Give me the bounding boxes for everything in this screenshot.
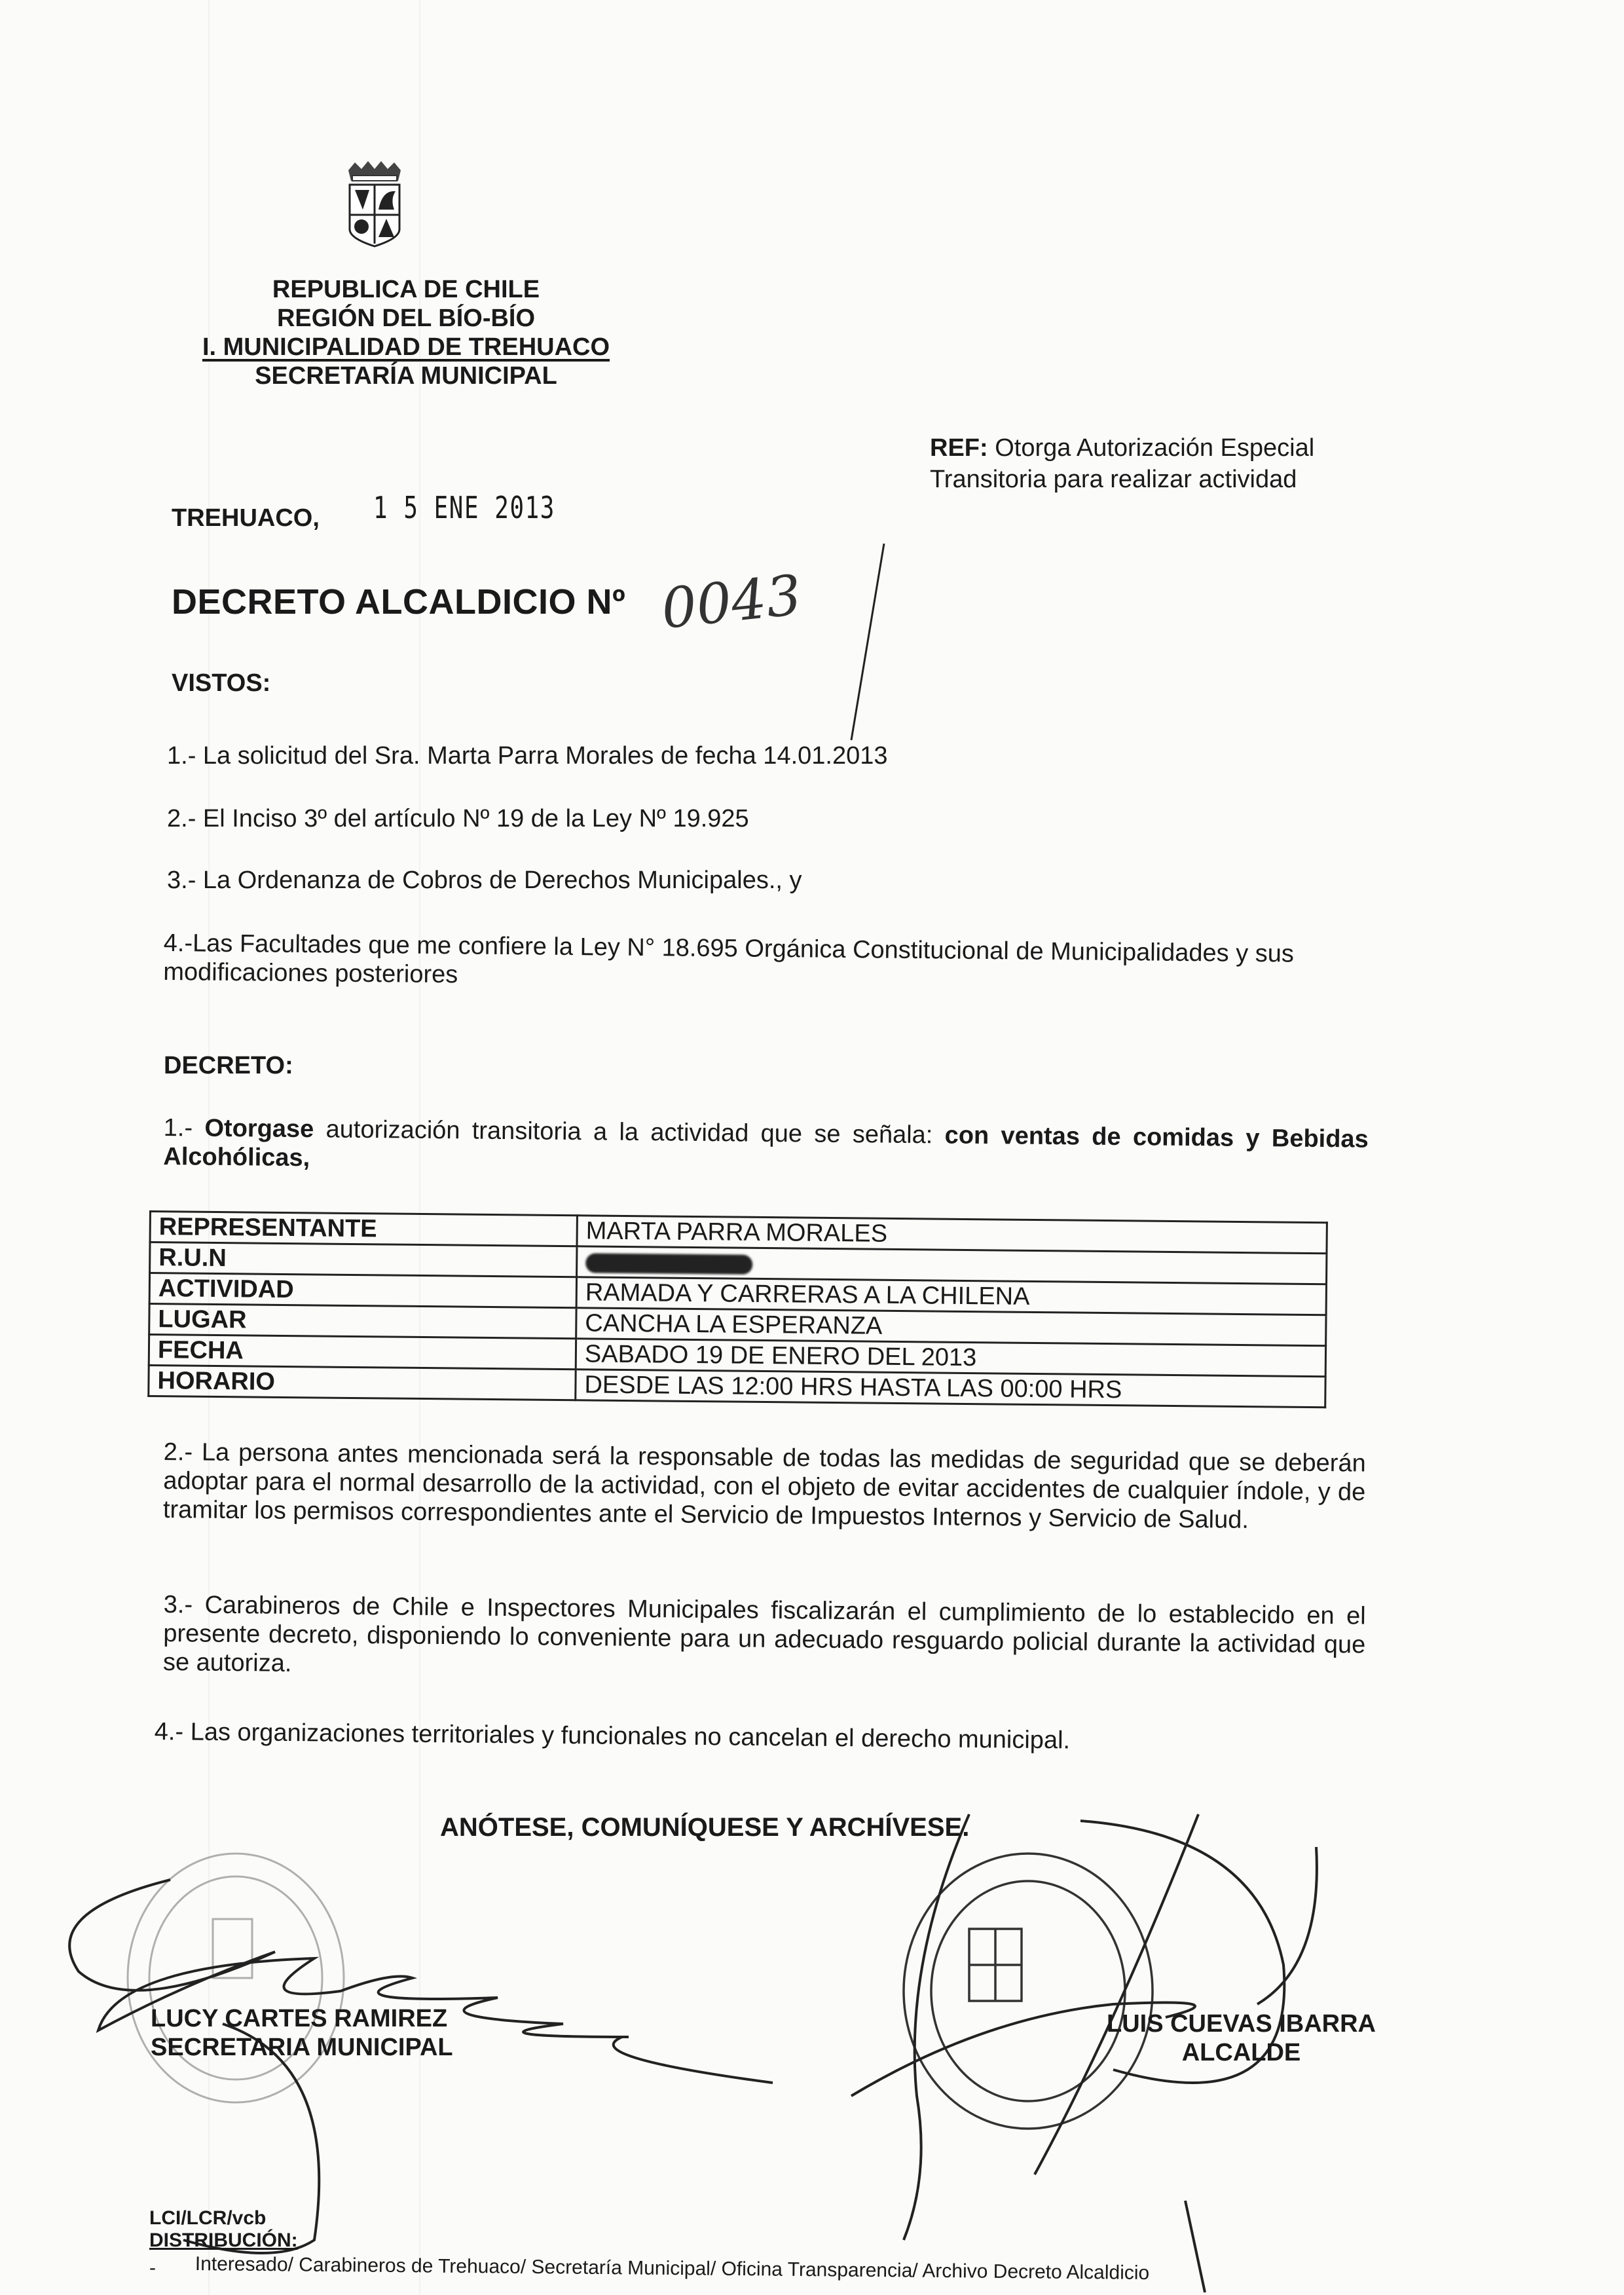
vistos-heading: VISTOS: [172, 669, 271, 697]
municipal-crest-icon [335, 157, 414, 249]
decreto-item-2: 2.- La persona antes mencionada será la responsable de todas las medidas de seguridad que se deberán adoptar para el normal desarrollo de la actividad, con el objeto de evitar accidentes de cualquier índole, y de tramitar los permisos correspondientes ante el Servicio de Impuestos Internos y Servicio de Salud. [162, 1438, 1366, 1534]
letterhead-region: REGIÓN DEL BÍO-BÍO [276, 305, 536, 332]
table-key: FECHA [149, 1335, 576, 1370]
secretary-signature-icon [69, 1880, 773, 2253]
vistos-item-2: 2.- El Inciso 3º del artículo Nº 19 de la Ley Nº 19.925 [167, 805, 749, 832]
decreto-item-4: 4.- Las organizaciones territoriales y funcionales no cancelan el derecho municipal. [154, 1718, 1071, 1755]
vistos-item-4: 4.-Las Facultades que me confiere la Ley N° 18.695 Orgánica Constitucional de Municipalidades y sus modificaciones posteriores [163, 929, 1295, 989]
table-key: ACTIVIDAD [149, 1273, 576, 1308]
letterhead [164, 275, 648, 390]
decree-title: DECRETO ALCALDICIO Nº [172, 582, 626, 622]
vistos-item-3: 3.- La Ordenanza de Cobros de Derechos Municipales., y [167, 867, 802, 894]
secretary-name: LUCY CARTES RAMIREZ [151, 2005, 448, 2032]
closing-formula: ANÓTESE, COMUNÍQUESE Y ARCHÍVESE. [440, 1813, 970, 1842]
distribution-list: Interesado/ Carabineros de Trehuaco/ Secretaría Municipal/ Oficina Transparencia/ Archivo Decreto Alcaldicio [194, 2253, 1150, 2284]
vistos-item-1: 1.- La solicitud del Sra. Marta Parra Morales de fecha 14.01.2013 [167, 742, 888, 770]
secretary-stamp-icon [128, 1854, 344, 2102]
reference-text-line2: Transitoria para realizar actividad [930, 466, 1297, 493]
letterhead-department: SECRETARÍA MUNICIPAL [255, 362, 557, 390]
table-value: CANCHA LA ESPERANZA [576, 1308, 1326, 1346]
activity-details-table [147, 1210, 1328, 1408]
mayor-stamp-icon [904, 1854, 1153, 2129]
table-value: DESDE LAS 12:00 HRS HASTA LAS 00:00 HRS [576, 1370, 1325, 1408]
decreto-item-1 [163, 1113, 1369, 1183]
table-value: RAMADA Y CARRERAS A LA CHILENA [576, 1277, 1326, 1315]
secretary-signature-block [151, 2004, 453, 2062]
date-stamp: 1 5 ENE 2013 [373, 490, 555, 525]
table-value: SABADO 19 DE ENERO DEL 2013 [576, 1339, 1325, 1377]
reference-label: REF: [930, 434, 988, 462]
letterhead-municipality: I. MUNICIPALIDAD DE TREHUACO [202, 333, 610, 361]
secretary-role: SECRETARIA MUNICIPAL [151, 2034, 453, 2061]
decreto-item-3: 3.- Carabineros de Chile e Inspectores Municipales fiscalizarán el cumplimiento de lo establecido en el presente decreto, disponiendo lo conveniente para un adecuado resguardo policial durante la actividad que se autoriza. [162, 1591, 1366, 1677]
city-label: TREHUACO, [172, 504, 320, 532]
table-key: HORARIO [149, 1366, 576, 1400]
mayor-name: LUIS CUEVAS IBARRA [1107, 2010, 1376, 2038]
reference-block [930, 432, 1388, 495]
decree-number-handwritten: 0043 [658, 563, 805, 641]
distribution-bullet: - [149, 2257, 156, 2279]
decreto-item-1-tail: con ventas de comidas y Bebidas Alcohólicas, [163, 1121, 1369, 1172]
mayor-role: ALCALDE [1181, 2039, 1301, 2066]
table-key: LUGAR [149, 1304, 576, 1339]
decreto-item-1-text: autorización transitoria a la actividad que se señala: [325, 1115, 933, 1149]
distribution-heading: DISTRIBUCIÓN: [149, 2230, 298, 2251]
decreto-item-1-number: 1.- [163, 1114, 193, 1142]
decree-number-slash-icon [851, 544, 884, 740]
mayor-signature-block [1107, 2009, 1376, 2067]
redaction-mark [585, 1253, 752, 1274]
decreto-item-1-lead: Otorgase [204, 1114, 314, 1144]
decreto-heading: DECRETO: [164, 1052, 293, 1079]
table-key: REPRESENTANTE [150, 1212, 577, 1246]
letterhead-country: REPUBLICA DE CHILE [272, 276, 540, 303]
table-key: R.U.N [150, 1242, 577, 1277]
initials: LCI/LCR/vcb [149, 2207, 267, 2229]
reference-text-line1: Otorga Autorización Especial [995, 434, 1315, 462]
table-value: MARTA PARRA MORALES [577, 1216, 1327, 1254]
